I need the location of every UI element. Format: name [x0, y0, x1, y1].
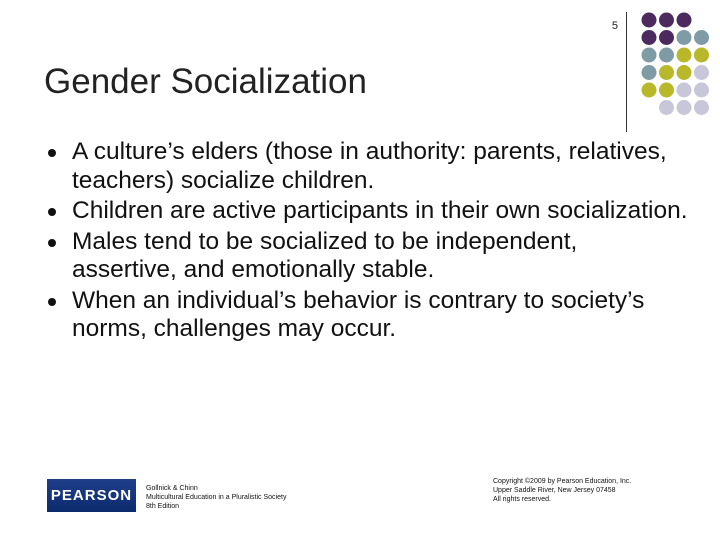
- decorative-dot: [677, 83, 692, 98]
- decorative-dot: [659, 65, 674, 80]
- decorative-dot: [677, 48, 692, 63]
- decorative-dot: [659, 48, 674, 63]
- decorative-dot: [659, 100, 674, 115]
- decorative-dot: [659, 13, 674, 28]
- decorative-dot: [694, 83, 709, 98]
- decorative-dot: [642, 30, 657, 45]
- citation-book-title: Multicultural Education in a Pluralistic Society: [146, 494, 287, 501]
- pearson-logo: [47, 479, 136, 512]
- bullet-marker: [48, 149, 56, 157]
- decorative-dot: [642, 83, 657, 98]
- decorative-dot: [642, 13, 657, 28]
- decorative-dot: [694, 48, 709, 63]
- bullet-text: Children are active participants in their own socialization.: [72, 197, 688, 224]
- bullet-item: [48, 197, 688, 226]
- decorative-dot: [659, 30, 674, 45]
- bullet-marker: [48, 239, 56, 247]
- bullet-marker: [48, 298, 56, 306]
- bullet-text: Males tend to be socialized to be independent, assertive, and emotionally stable.: [72, 227, 578, 283]
- copyright-address: Upper Saddle River, New Jersey 07458: [493, 487, 616, 494]
- bullet-text: When an individual’s behavior is contrary to society’s norms, challenges may occur.: [72, 286, 645, 342]
- decorative-dot: [677, 13, 692, 28]
- bullet-marker: [48, 208, 56, 216]
- decorative-dot: [677, 65, 692, 80]
- decorative-dot: [694, 30, 709, 45]
- decorative-dot: [677, 30, 692, 45]
- bullet-list: [48, 138, 688, 346]
- decorative-dot: [642, 48, 657, 63]
- decorative-dot: [659, 83, 674, 98]
- logo-text: PEARSON: [50, 487, 133, 504]
- bullet-item: [48, 287, 688, 344]
- copyright-line: Copyright ©2009 by Pearson Education, Inc.: [493, 478, 632, 485]
- decorative-dot: [642, 65, 657, 80]
- citation-authors: Gollnick & Chinn: [146, 485, 198, 492]
- slide-title: Gender Socialization: [44, 62, 367, 101]
- slide-number: 5: [611, 20, 618, 32]
- decorative-dot: [694, 100, 709, 115]
- footer-copyright: [493, 477, 631, 504]
- bullet-text: A culture’s elders (those in authority: parents, relatives, teachers) socialize children.: [72, 138, 667, 194]
- bullet-item: [48, 228, 688, 285]
- decorative-dot: [677, 100, 692, 115]
- copyright-rights: All rights reserved.: [493, 496, 551, 503]
- citation-edition: 8th Edition: [146, 503, 180, 510]
- bullet-item: [48, 138, 688, 195]
- decorative-dot: [694, 65, 709, 80]
- footer-citation: [146, 484, 286, 511]
